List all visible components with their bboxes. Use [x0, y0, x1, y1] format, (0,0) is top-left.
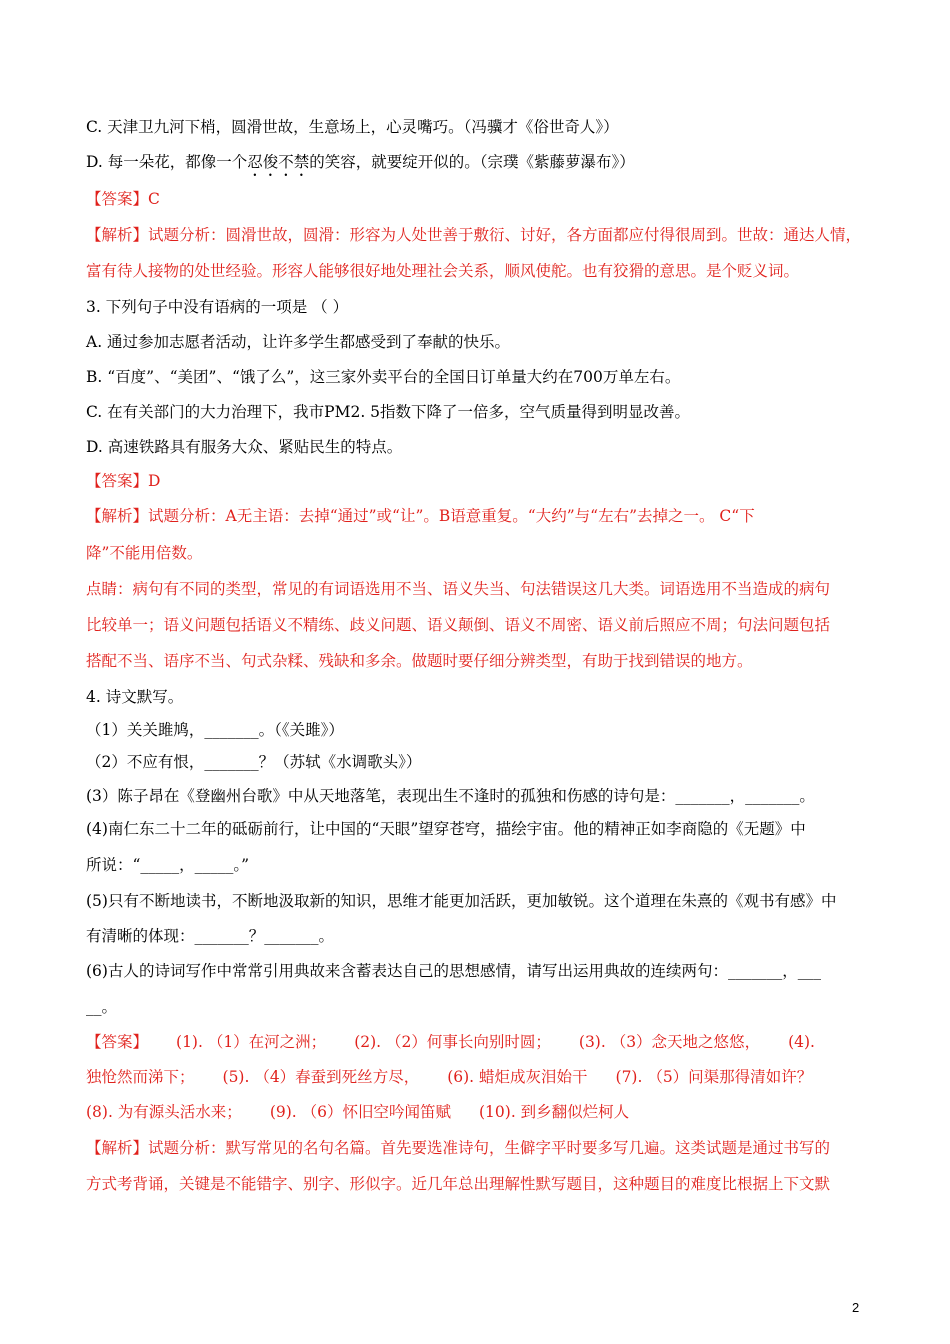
q4-sub-4-line-1: (4)南仁东二十二年的砥砺前行，让中国的“天眼”望穿苍穹，描绘宇宙。他的精神正如李商隐的《无题》中 [86, 820, 806, 838]
answer-item: (6). 蜡炬成灰泪始干 [447, 1068, 588, 1086]
answer-item: (5). （4）春蚕到死丝方尽， [222, 1068, 420, 1086]
q4-analysis-text-1: 试题分析：默写常见的名句名篇。首先要选准诗句，生僻字平时要多写几遍。这类试题是通过书写的 [148, 1139, 831, 1157]
answer-item: (9). （6）怀旧空吟闻笛赋 [269, 1103, 451, 1121]
q3-option-d: D. 高速铁路具有服务大众、紧贴民生的特点。 [86, 438, 403, 456]
q4-answer-line-3 [86, 1101, 870, 1123]
q3-option-c: C. 在有关部门的大力治理下，我市PM2. 5指数下降了一倍多，空气质量得到明显改善。 [86, 403, 691, 421]
answer-item: 独怆然而涕下； [86, 1068, 195, 1086]
q2-analysis-line-2: 富有待人接物的处世经验。形容人能够很好地处理社会关系，顺风使舵。也有狡猾的意思。是个贬义词。 [86, 262, 800, 280]
q3-option-b: B. “百度”、“美团”、“饿了么”，这三家外卖平台的全国日订单量大约在700万单左右。 [86, 368, 681, 386]
q2-option-c: C. 天津卫九河下梢，圆滑世故，生意场上，心灵嘴巧。（冯骥才《俗世奇人》） [86, 118, 619, 136]
analysis-tag: 【解析】 [86, 226, 149, 244]
q3-option-a: A. 通过参加志愿者活动，让许多学生都感受到了奉献的快乐。 [86, 333, 511, 351]
q4-sub-5-line-2: 有清晰的体现：_______？_______。 [86, 927, 335, 945]
q3-tip-line-3: 搭配不当、语序不当、句式杂糅、残缺和多余。做题时要仔细分辨类型，有助于找到错误的地方。 [86, 652, 753, 670]
answer-item: (2). （2）何事长向别时圆； [354, 1033, 551, 1051]
q3-tip-line-1: 点睛：病句有不同的类型，常见的有词语选用不当、语义失当、句法错误这几大类。词语选用不当造成的病句 [86, 580, 831, 598]
q2-option-d [86, 151, 870, 180]
q2-answer [86, 188, 870, 210]
analysis-tag: 【解析】 [86, 507, 149, 525]
q2-option-d-pre: D. 每一朵花，都像一个 [86, 153, 248, 171]
q4-stem: 4. 诗文默写。 [86, 688, 184, 706]
q3-answer-value: D [148, 472, 161, 490]
q3-analysis-text-1: 试题分析：A无主语：去掉“通过”或“让”。B语意重复。“大约”与“左右”去掉之一。 C“下 [148, 507, 755, 525]
answer-item: (7). （5）问渠那得清如许？ [615, 1068, 813, 1086]
q4-sub-3: (3）陈子昂在《登幽州台歌》中从天地落笔，表现出生不逢时的孤独和伤感的诗句是：_______，_______。 [86, 787, 815, 805]
answer-item: (10). 到乡翻似烂柯人 [479, 1103, 630, 1121]
analysis-tag: 【解析】 [86, 1139, 149, 1157]
q4-sub-1: （1）关关雎鸠，_______。（《关雎》） [86, 721, 344, 739]
q4-sub-5-line-1: (5)只有不断地读书，不断地汲取新的知识，思维才能更加活跃，更加敏锐。这个道理在朱熹的《观书有感》中 [86, 892, 837, 910]
q2-analysis-text-1: 试题分析：圆滑世故，圆滑：形容为人处世善于敷衍、讨好，各方面都应付得很周到。世故：通达人情， [148, 226, 862, 244]
answer-tag: 【答案】 [86, 1033, 149, 1051]
answer-tag: 【答案】 [86, 472, 149, 490]
q3-stem: 3. 下列句子中没有语病的一项是 （ ） [86, 298, 349, 316]
q2-analysis-line-1 [86, 224, 870, 246]
q2-option-d-post: 的笑容，就要绽开似的。（宗璞《紫藤萝瀑布》） [309, 153, 635, 171]
q2-answer-value: C [148, 190, 160, 208]
answer-tag: 【答案】 [86, 190, 149, 208]
q2-option-d-dotted: 忍俊不禁 [247, 153, 310, 171]
q3-answer [86, 470, 870, 492]
q4-answer-line-1 [86, 1031, 870, 1053]
answer-item: (4). [788, 1033, 815, 1051]
q3-analysis-line-1 [86, 505, 870, 527]
answer-item: (8). 为有源头活水来； [86, 1103, 242, 1121]
q4-sub-6-line-2: __。 [86, 998, 118, 1016]
q4-sub-4-line-2: 所说：“_____，_____。” [86, 856, 250, 874]
answer-item: (3). （3）念天地之悠悠， [578, 1033, 761, 1051]
answer-item: (1). （1）在河之洲； [176, 1033, 327, 1051]
q4-answer-line-2 [86, 1066, 870, 1088]
q4-analysis-line-2: 方式考背诵，关键是不能错字、别字、形似字。近几年总出理解性默写题目，这种题目的难度比根据上下文默 [86, 1175, 831, 1193]
page-number: 2 [852, 1300, 860, 1315]
q3-analysis-line-2: 降”不能用倍数。 [86, 544, 203, 562]
q4-sub-6-line-1: (6)古人的诗词写作中常常引用典故来含蓄表达自己的思想感情，请写出运用典故的连续两句：_______，___ [86, 962, 821, 980]
q4-sub-2: （2）不应有恨，_______？（苏轼《水调歌头》） [86, 753, 422, 771]
q3-tip-line-2: 比较单一；语义问题包括语义不精练、歧义问题、语义颠倒、语义不周密、语义前后照应不周；句法问题包括 [86, 616, 831, 634]
q4-analysis-line-1 [86, 1137, 870, 1159]
